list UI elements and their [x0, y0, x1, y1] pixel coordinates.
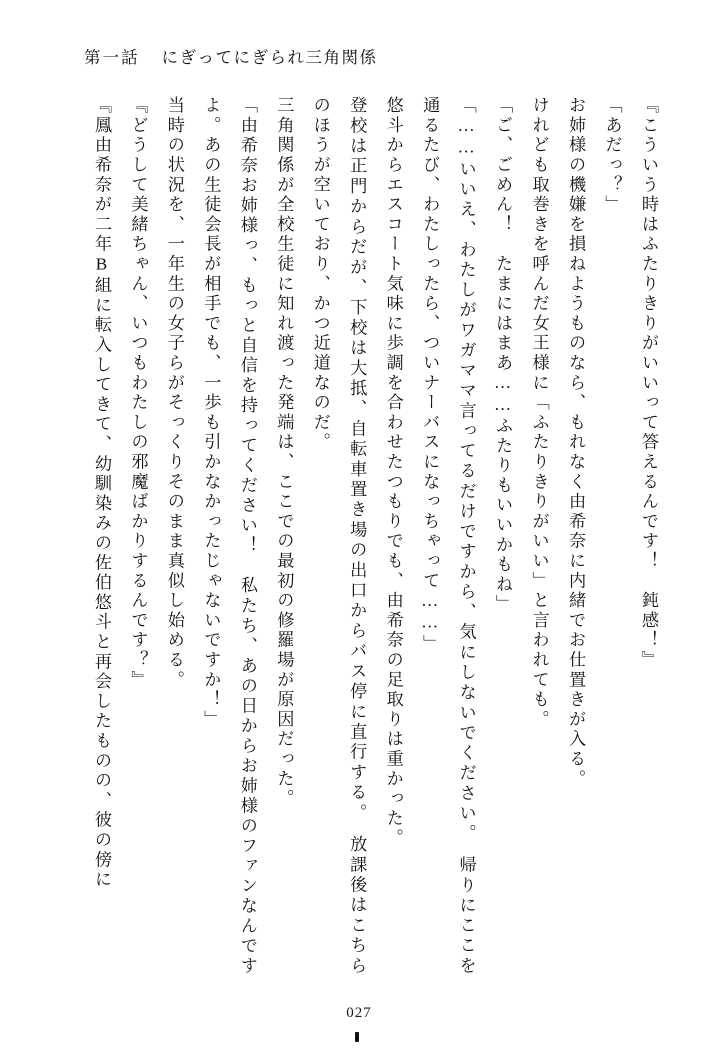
- chapter-number: 第一話: [84, 48, 140, 67]
- chapter-title: にぎってにぎられ三角関係: [161, 48, 378, 67]
- body-text-area: [58, 96, 666, 976]
- paragraph: 『鳳由希奈が二年B組に転入してきて、幼馴染みの佐伯悠斗と再会したものの、彼の傍に: [91, 96, 111, 890]
- paragraph: 当時の状況を、一年生の女子らがそっくりそのまま真似し始める。: [164, 96, 184, 690]
- paragraph: 悠斗からエスコート気味に歩調を合わせたつもりでも、由希奈の足取りは重かった。: [383, 96, 403, 849]
- vertical-text-block: [83, 96, 667, 976]
- paragraph: 三角関係が全校生徒に知れ渡った発端は、ここでの最初の修羅場が原因だった。: [274, 96, 294, 809]
- spine-mark: [355, 1032, 359, 1042]
- paragraph: 「あだっ？」: [602, 96, 622, 215]
- page-number: 027: [346, 1005, 372, 1021]
- paragraph: 「……いいえ、わたしがワガママ言ってるだけですから、気にしないでください。 帰りにここを通るたび、わたしったら、ついナーバスになっちゃって……」: [420, 96, 476, 976]
- chapter-header: [84, 44, 378, 68]
- paragraph: 「ご、ごめん！ たまにはまあ……ふたりもいいかもね」: [493, 96, 513, 615]
- paragraph: 『どうして美緒ちゃん、いつもわたしの邪魔ばかりするんです？』: [128, 96, 148, 690]
- paragraph: けれども取巻きを呼んだ女王様に「ふたりきりがいい」と言われても。: [529, 96, 549, 730]
- paragraph: 『こういう時はふたりきりがいいって答えるんです！ 鈍感！』: [639, 96, 658, 671]
- paragraph: 「由希奈お姉様っ、もっと自信を持ってください！ 私たち、あの日からお姉様のファンなんですよ。あの生徒会長が相手でも、一歩も引かなかったじゃないですか！」: [201, 96, 257, 976]
- paragraph: 登校は正門からだが、下校は大抵、自転車置き場の出口からバス停に直行する。 放課後はこちらのほうが空いており、かつ近道なのだ。: [310, 96, 367, 976]
- paragraph: お姉様の機嫌を損ねようものなら、もれなく由希奈に内緒でお仕置きが入る。: [566, 96, 586, 789]
